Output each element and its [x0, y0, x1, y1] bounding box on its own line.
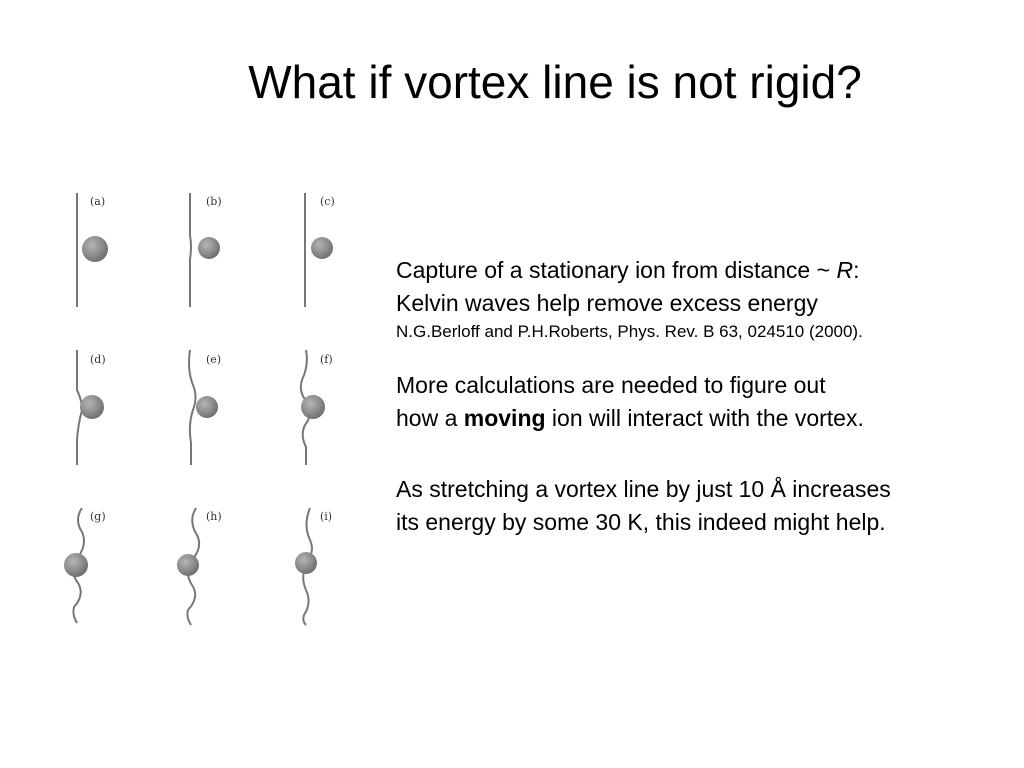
panel-h — [177, 508, 222, 625]
panel-g — [64, 508, 106, 623]
slide-title: What if vortex line is not rigid? — [248, 56, 862, 108]
capture-variable-r: R — [836, 257, 854, 283]
panel-label-c: (c) — [320, 195, 335, 208]
capture-line-1-suffix: : — [853, 257, 860, 283]
stretching-line-1: As stretching a vortex line by just 10 Å increases — [396, 476, 891, 502]
paragraph-calculations — [396, 369, 1016, 435]
calculations-line-2-suffix: ion will interact with the vortex. — [545, 405, 864, 431]
reference-citation: N.G.Berloff and P.H.Roberts, Phys. Rev. B 63, 024510 (2000). — [396, 322, 863, 341]
paragraph-stretching — [396, 473, 1016, 539]
vortex-capture-figure — [60, 185, 350, 635]
panel-b — [190, 193, 222, 307]
panel-label-d: (d) — [90, 353, 106, 366]
paragraph-capture — [396, 254, 1016, 344]
stretching-line-2: its energy by some 30 K, this indeed might help. — [396, 509, 886, 535]
panel-label-f: (f) — [320, 353, 333, 366]
panel-label-a: (a) — [90, 195, 106, 208]
panel-e — [189, 350, 221, 465]
emphasis-moving: moving — [463, 405, 546, 431]
panel-f — [301, 350, 333, 465]
capture-line-1-prefix: Capture of a stationary ion from distance ~ — [396, 257, 837, 283]
panel-label-i: (i) — [320, 510, 333, 523]
capture-line-1 — [396, 254, 1016, 287]
panel-a — [77, 193, 108, 307]
panel-label-g: (g) — [90, 510, 106, 523]
calculations-line-2 — [396, 402, 1016, 435]
calculations-line-1: More calculations are needed to figure out — [396, 372, 826, 398]
panel-label-h: (h) — [206, 510, 222, 523]
capture-line-2: Kelvin waves help remove excess energy — [396, 290, 818, 316]
calculations-line-2-prefix: how a — [396, 405, 464, 431]
panel-d — [77, 350, 106, 465]
vortex-figure-svg — [60, 185, 350, 635]
panel-i — [295, 508, 332, 625]
panel-c — [305, 193, 335, 307]
panel-label-e: (e) — [206, 353, 222, 366]
panel-label-b: (b) — [206, 195, 222, 208]
